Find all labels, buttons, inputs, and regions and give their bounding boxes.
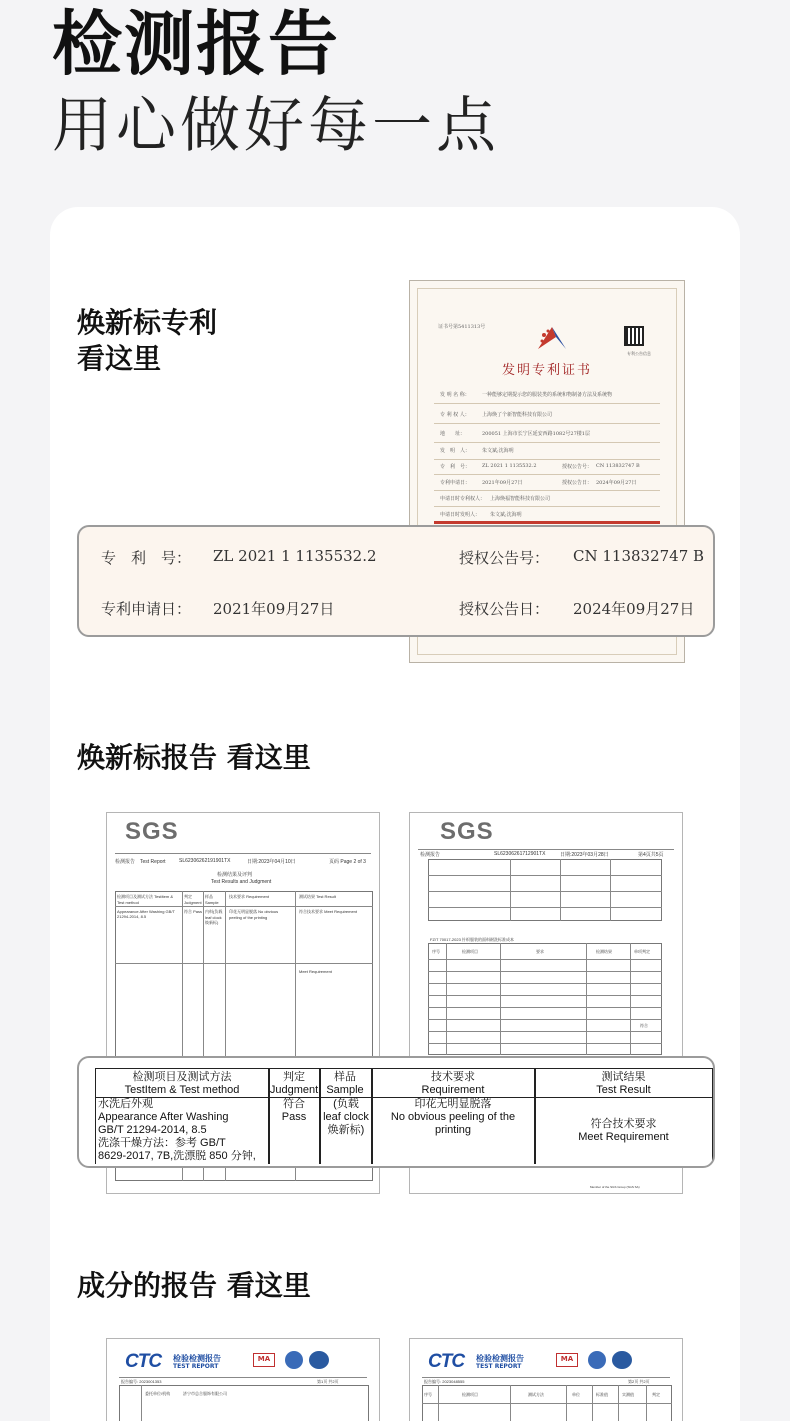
report-number: SL62306262191901TX — [179, 858, 231, 864]
col-result-cn: 测试结果 — [601, 1071, 646, 1083]
col-divider — [592, 1385, 593, 1421]
ctc-logo: CTC — [428, 1351, 465, 1372]
row-divider — [428, 995, 662, 996]
report-header-label: 检测报告 — [420, 852, 441, 858]
col-requirement: 技术要求 Requirement — [229, 894, 270, 899]
ctc-name-en: TEST REPORT — [476, 1363, 522, 1370]
col-judge: 判定 — [652, 1392, 660, 1397]
row-divider — [115, 906, 373, 907]
ctc-name-cn: 检验检测报告 — [476, 1354, 524, 1363]
cert-row-value: 上海焕福智能科技有限公司 — [490, 496, 551, 502]
ctc-name-cn: 检验检测报告 — [173, 1354, 221, 1363]
col-divider — [510, 859, 511, 921]
cert-row-value: 2024年09月27日 — [596, 480, 637, 486]
col-result: 实测值 — [622, 1392, 634, 1397]
report-page: 第1页 共2页 — [317, 1379, 339, 1384]
header-divider — [119, 1377, 367, 1378]
ma-badge-icon: MA — [556, 1353, 578, 1367]
patent-section-title-line2: 看这里 — [77, 342, 162, 375]
row-divider — [428, 875, 662, 876]
cert-divider — [434, 403, 660, 404]
col-judgment-cn: 判定 — [283, 1071, 305, 1083]
cert-divider — [434, 442, 660, 443]
page-title: 检测报告 — [52, 3, 340, 85]
row-divider — [428, 959, 662, 960]
col-sample-en: Sample — [326, 1084, 364, 1096]
col-item: 检测项目 — [462, 949, 478, 954]
row-divider — [428, 983, 662, 984]
report-number: 报告编号: 2023001353 — [121, 1379, 162, 1384]
result-line: 符合技术要求 — [590, 1118, 657, 1130]
cert-row-label: 专利申请日： — [440, 480, 471, 486]
grant-no-label: 授权公告号： — [459, 549, 550, 567]
col-divider — [141, 1385, 142, 1421]
row-divider — [428, 1019, 662, 1020]
col-divider — [560, 859, 561, 921]
row-value: 济宁市总合服饰有限公司 — [183, 1391, 227, 1396]
col-result: 检测结果 — [596, 949, 612, 954]
item-line: 8629-2017, 7B,洗漂脱 850 分钟, — [98, 1150, 256, 1162]
col-no: 序号 — [432, 949, 440, 954]
col-item: 检测项目及测试方法 TestItem & Test method — [117, 894, 174, 905]
section-title-en: Test Results and Judgment — [211, 879, 272, 885]
col-divider — [646, 1385, 647, 1421]
row-divider — [428, 891, 662, 892]
zoom-table — [95, 1068, 713, 1164]
col-divider — [618, 1385, 619, 1421]
ctc-report-right[interactable] — [409, 1338, 683, 1421]
cert-row-label: 申请日时发明人： — [440, 512, 481, 518]
qr-caption: 专利公告信息 — [627, 351, 651, 356]
col-item: 检测项目 — [462, 1392, 478, 1397]
row-divider — [115, 963, 373, 964]
cert-row-value: 朱文斌;沈海明 — [482, 448, 514, 454]
cert-divider — [434, 423, 660, 424]
col-method: 测试方法 — [528, 1392, 544, 1397]
col-divider — [500, 943, 501, 1055]
top-table — [428, 859, 662, 921]
col-no: 序号 — [424, 1392, 432, 1397]
cert-row-value: 上海焕了个新智能科技有限公司 — [482, 412, 553, 418]
cert-row-label: 申请日时专利权人： — [440, 496, 486, 502]
cert-row-value: 朱文斌;沈海明 — [490, 512, 522, 518]
result-line: Meet Requirement — [578, 1131, 669, 1143]
row-item: Appearance After Washing GB/T 21294-2014, 8.5 — [117, 909, 175, 919]
ilac-badge-icon — [588, 1351, 606, 1369]
col-divider — [586, 943, 587, 1055]
sgs-logo: SGS — [125, 818, 179, 845]
col-divider — [510, 1385, 511, 1421]
col-unit: 单位 — [572, 1392, 580, 1397]
col-divider — [446, 943, 447, 1055]
cert-row-label: 发 明 名 称： — [440, 392, 470, 398]
ctc-logo: CTC — [125, 1351, 162, 1372]
report-section-title: 焕新标报告 看这里 — [77, 741, 311, 774]
sgs-table-zoom — [77, 1056, 715, 1168]
report-footer: Member of the SGS Group (SGS SA) — [590, 1185, 640, 1189]
header-divider — [418, 849, 674, 850]
report-date: 日期:2023年03月28日 — [560, 852, 609, 858]
patent-no-label: 专 利 号： — [101, 549, 192, 567]
col-requirement-en: Requirement — [421, 1084, 485, 1096]
apply-date-value: 2021年09月27日 — [213, 600, 335, 618]
cert-divider — [434, 459, 660, 460]
report-date: 日期:2023年04月10日 — [247, 859, 296, 865]
cert-row-label: 地 址： — [440, 431, 466, 437]
item-line: 水洗后外观 — [98, 1098, 153, 1110]
report-number: SL62306261712901TX — [494, 851, 546, 857]
grant-no-value: CN 113832747 B — [573, 547, 705, 565]
report-number: 报告编号: 2023048555 — [424, 1379, 465, 1384]
report-page: 第4页共5页 — [638, 852, 664, 858]
col-judgment: 判定 Judgment — [184, 894, 202, 905]
col-divider — [712, 1069, 714, 1164]
col-divider — [630, 943, 631, 1055]
grant-date-value: 2024年09月27日 — [573, 600, 695, 618]
col-requirement-cn: 技术要求 — [431, 1071, 475, 1083]
col-result-en: Test Result — [596, 1084, 651, 1096]
row-divider — [428, 1031, 662, 1032]
col-requirement: 要求 — [536, 949, 544, 954]
patent-info-box — [77, 525, 715, 637]
requirement-line: No obvious peeling of the — [390, 1111, 516, 1123]
cert-row-value: ZL 2021 1 1135532.2 — [482, 463, 537, 469]
row-divider — [428, 1007, 662, 1008]
row-judgment: 符合 Pass — [184, 909, 203, 914]
cert-row-label: 发 明 人： — [440, 448, 471, 454]
report-page: 第2页 共2页 — [628, 1379, 650, 1384]
header-divider — [115, 853, 371, 854]
cert-divider — [434, 490, 660, 491]
item-line: GB/T 21294-2014, 8.5 — [98, 1124, 207, 1136]
ctc-report-left[interactable] — [106, 1338, 380, 1421]
ma-badge-icon: MA — [253, 1353, 275, 1367]
cert-row-label: 专 利 权 人： — [440, 412, 470, 418]
standard-title: FZ/T 70017-2023 针织服装的面料耐洗标准成本 — [430, 937, 514, 942]
col-judgment: 单项判定 — [634, 949, 650, 954]
row-label: 委托单位/机构 — [145, 1391, 171, 1396]
cert-row-value: 一种能够定期提示您的服装类的系统和物制备方法及系统物 — [482, 392, 613, 398]
cnas-badge-icon — [309, 1351, 329, 1369]
row-divider — [428, 1043, 662, 1044]
judgment-value: 符合 — [640, 1023, 648, 1028]
apply-date-label: 专利申请日： — [101, 600, 192, 618]
col-divider — [438, 1385, 439, 1421]
requirement-line: 印花无明显脱落 — [414, 1098, 492, 1110]
row-sample: 内料(负载 leaf clock 焕新标) — [205, 909, 223, 925]
cert-row-value: 200051 上海市长宁区延安西路1082号27楼1层 — [482, 431, 590, 437]
item-line: Appearance After Washing — [98, 1111, 229, 1123]
requirement-line: printing — [434, 1124, 472, 1136]
judgment-cn: 符合 — [283, 1098, 305, 1110]
patent-section-title-line1: 焕新标专利 — [77, 306, 218, 339]
ctc-name-en: TEST REPORT — [173, 1363, 219, 1370]
row-divider — [422, 1403, 672, 1404]
report-page: 页码 Page 2 of 3 — [329, 859, 366, 865]
sgs-logo: SGS — [440, 818, 494, 845]
cert-row-label: 授权公告号： — [562, 464, 593, 470]
item-line: 洗涤干燥方法：参考 GB/T — [98, 1137, 226, 1149]
patent-emblem-icon — [534, 323, 570, 353]
col-divider — [610, 859, 611, 921]
cert-divider — [434, 474, 660, 475]
sample-line: 焕新标) — [327, 1124, 365, 1136]
cert-row-value: 2021年09月27日 — [482, 480, 523, 486]
cert-row-label: 专 利 号： — [440, 464, 471, 470]
cnas-badge-icon — [612, 1351, 632, 1369]
col-result: 测试结果 Test Result — [299, 894, 336, 899]
col-item-en: TestItem & Test method — [124, 1084, 240, 1096]
cert-divider — [434, 506, 660, 507]
judgment-en: Pass — [281, 1111, 307, 1123]
certificate-red-bar — [434, 521, 660, 524]
sample-line: leaf clock — [323, 1111, 369, 1123]
certificate-number: 证书号第5411313号 — [438, 324, 486, 330]
col-sample: 样品 Sample — [205, 894, 219, 905]
row-divider — [428, 971, 662, 972]
row-requirement: 印花无明显脱落 No obvious peeling of the printing — [229, 909, 279, 920]
composition-section-title: 成分的报告 看这里 — [77, 1269, 311, 1302]
grant-date-label: 授权公告日： — [459, 600, 550, 618]
certificate-title: 发明专利证书 — [501, 363, 592, 378]
row-divider — [428, 907, 662, 908]
ilac-badge-icon — [285, 1351, 303, 1369]
header-divider — [422, 1377, 670, 1378]
cert-row-label: 授权公告日： — [562, 480, 593, 486]
col-limit: 标准值 — [596, 1392, 608, 1397]
section-title: 检测结果及评判 — [217, 872, 253, 878]
page-subtitle: 用心做好每一点 — [52, 91, 500, 161]
row-result: 符合技术要求 Meet Requirement — [299, 909, 358, 914]
cert-row-value: CN 113832747 B — [596, 463, 640, 469]
col-divider — [566, 1385, 567, 1421]
col-judgment-en: Judgment — [269, 1084, 319, 1096]
qr-code-icon — [624, 326, 644, 346]
col-sample-cn: 样品 — [334, 1071, 356, 1083]
patent-no-value: ZL 2021 1 1135532.2 — [213, 547, 377, 565]
report-header-label: 检测报告 Test Report — [115, 859, 166, 865]
col-item-cn: 检测项目及测试方法 — [132, 1071, 232, 1083]
sample-line: (负载 — [333, 1098, 359, 1110]
row-result-2: Meet Requirement — [299, 969, 332, 974]
